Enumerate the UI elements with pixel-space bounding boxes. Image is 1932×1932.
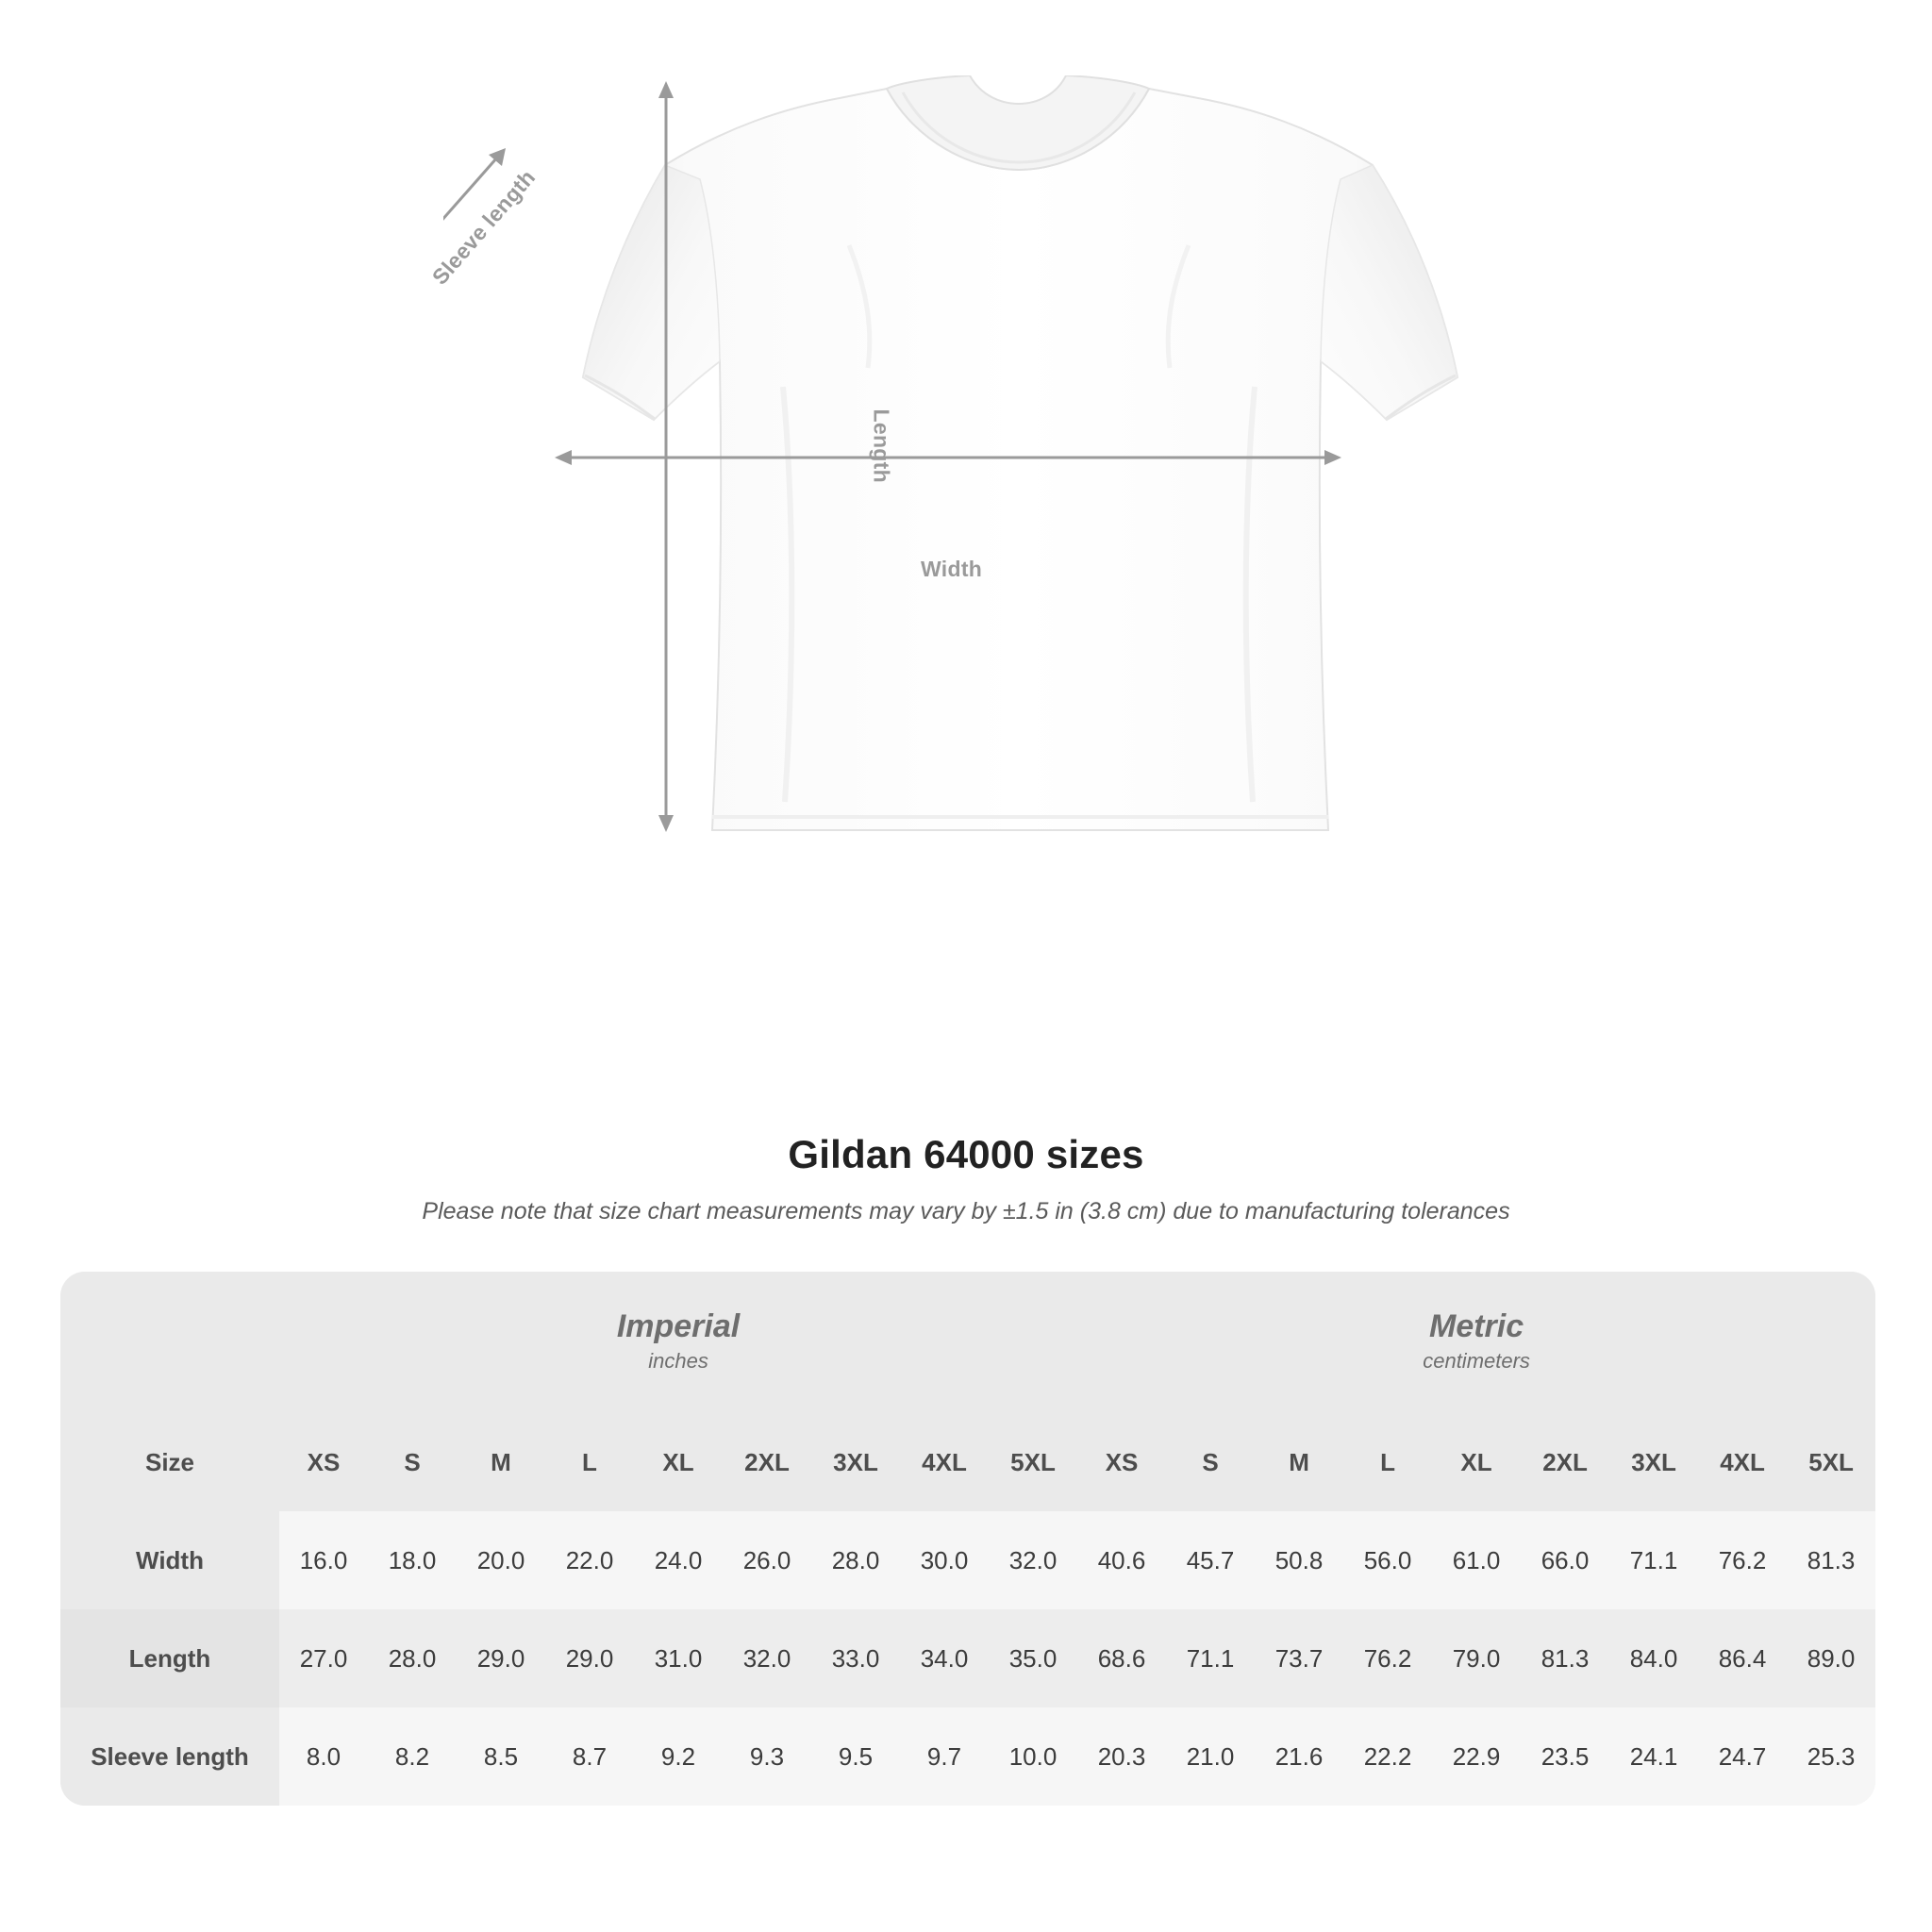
table-cell: 9.3 — [723, 1707, 811, 1806]
table-cell: 81.3 — [1521, 1609, 1609, 1707]
table-cell: 50.8 — [1255, 1511, 1343, 1609]
size-header-cell: 5XL — [1787, 1413, 1875, 1511]
title-block — [0, 1132, 1932, 1225]
size-header-cell: M — [457, 1413, 545, 1511]
table-cell: 20.3 — [1077, 1707, 1166, 1806]
size-header-cell: XL — [634, 1413, 723, 1511]
table-cell: 76.2 — [1343, 1609, 1432, 1707]
sleeve-length-label: Sleeve length — [426, 164, 541, 290]
length-label: Length — [869, 408, 894, 483]
table-cell: 32.0 — [723, 1609, 811, 1707]
table-cell: 27.0 — [279, 1609, 368, 1707]
size-header-cell: S — [1166, 1413, 1255, 1511]
size-table-wrap — [60, 1272, 1872, 1806]
size-header-cell: L — [1343, 1413, 1432, 1511]
table-cell: 26.0 — [723, 1511, 811, 1609]
width-label: Width — [921, 557, 983, 581]
table-cell: 8.0 — [279, 1707, 368, 1806]
table-cell: 32.0 — [989, 1511, 1077, 1609]
size-header-cell: L — [545, 1413, 634, 1511]
size-header-cell: XL — [1432, 1413, 1521, 1511]
table-cell: 8.2 — [368, 1707, 457, 1806]
table-cell: 84.0 — [1609, 1609, 1698, 1707]
size-header-cell: 4XL — [1698, 1413, 1787, 1511]
table-cell: 73.7 — [1255, 1609, 1343, 1707]
table-cell: 28.0 — [368, 1609, 457, 1707]
table-cell: 24.0 — [634, 1511, 723, 1609]
table-cell: 71.1 — [1609, 1511, 1698, 1609]
table-row — [60, 1707, 1875, 1806]
table-cell: 35.0 — [989, 1609, 1077, 1707]
table-cell: 8.7 — [545, 1707, 634, 1806]
size-header-cell: XS — [279, 1413, 368, 1511]
size-header-cell: 5XL — [989, 1413, 1077, 1511]
unit-name-imperial: Imperial — [616, 1307, 741, 1344]
table-cell: 40.6 — [1077, 1511, 1166, 1609]
table-cell: 68.6 — [1077, 1609, 1166, 1707]
table-cell: 21.0 — [1166, 1707, 1255, 1806]
unit-sub-metric: centimeters — [1423, 1349, 1530, 1374]
size-table — [60, 1272, 1875, 1806]
size-header-cell: 3XL — [811, 1413, 900, 1511]
unit-name-metric: Metric — [1429, 1307, 1524, 1344]
table-cell: 9.7 — [900, 1707, 989, 1806]
table-cell: 81.3 — [1787, 1511, 1875, 1609]
table-cell: 21.6 — [1255, 1707, 1343, 1806]
table-cell: 61.0 — [1432, 1511, 1521, 1609]
table-cell: 8.5 — [457, 1707, 545, 1806]
row-label-width: Width — [60, 1511, 279, 1609]
unit-header-row — [60, 1272, 1875, 1413]
table-cell: 45.7 — [1166, 1511, 1255, 1609]
table-cell: 22.0 — [545, 1511, 634, 1609]
size-header-cell: XS — [1077, 1413, 1166, 1511]
unit-header-spacer — [60, 1272, 279, 1413]
table-cell: 29.0 — [545, 1609, 634, 1707]
table-cell: 24.7 — [1698, 1707, 1787, 1806]
table-cell: 20.0 — [457, 1511, 545, 1609]
table-cell: 24.1 — [1609, 1707, 1698, 1806]
table-cell: 22.9 — [1432, 1707, 1521, 1806]
unit-header-imperial — [279, 1272, 1077, 1413]
table-cell: 56.0 — [1343, 1511, 1432, 1609]
table-cell: 25.3 — [1787, 1707, 1875, 1806]
page-title: Gildan 64000 sizes — [788, 1132, 1144, 1176]
table-cell: 71.1 — [1166, 1609, 1255, 1707]
table-cell: 16.0 — [279, 1511, 368, 1609]
unit-header-metric — [1077, 1272, 1875, 1413]
table-cell: 30.0 — [900, 1511, 989, 1609]
table-cell: 23.5 — [1521, 1707, 1609, 1806]
row-label-length: Length — [60, 1609, 279, 1707]
table-cell: 33.0 — [811, 1609, 900, 1707]
table-row — [60, 1609, 1875, 1707]
table-cell: 10.0 — [989, 1707, 1077, 1806]
table-row — [60, 1511, 1875, 1609]
table-cell: 29.0 — [457, 1609, 545, 1707]
table-cell: 9.5 — [811, 1707, 900, 1806]
table-cell: 9.2 — [634, 1707, 723, 1806]
size-header-cell: 2XL — [1521, 1413, 1609, 1511]
size-header-row — [60, 1413, 1875, 1511]
tolerance-note: Please note that size chart measurements may vary by ±1.5 in (3.8 cm) due to manufacturing tolerances — [422, 1198, 1510, 1224]
size-header-cell: 2XL — [723, 1413, 811, 1511]
table-cell: 34.0 — [900, 1609, 989, 1707]
table-cell: 89.0 — [1787, 1609, 1875, 1707]
size-header-cell: S — [368, 1413, 457, 1511]
table-cell: 66.0 — [1521, 1511, 1609, 1609]
table-cell: 31.0 — [634, 1609, 723, 1707]
table-cell: 22.2 — [1343, 1707, 1432, 1806]
size-header-cell: 4XL — [900, 1413, 989, 1511]
table-cell: 28.0 — [811, 1511, 900, 1609]
row-label-sleeve-length: Sleeve length — [60, 1707, 279, 1806]
table-cell: 76.2 — [1698, 1511, 1787, 1609]
size-header-cell: 3XL — [1609, 1413, 1698, 1511]
size-row-label: Size — [60, 1413, 279, 1511]
table-cell: 86.4 — [1698, 1609, 1787, 1707]
size-header-cell: M — [1255, 1413, 1343, 1511]
table-cell: 79.0 — [1432, 1609, 1521, 1707]
table-cell: 18.0 — [368, 1511, 457, 1609]
unit-sub-imperial: inches — [648, 1349, 708, 1374]
